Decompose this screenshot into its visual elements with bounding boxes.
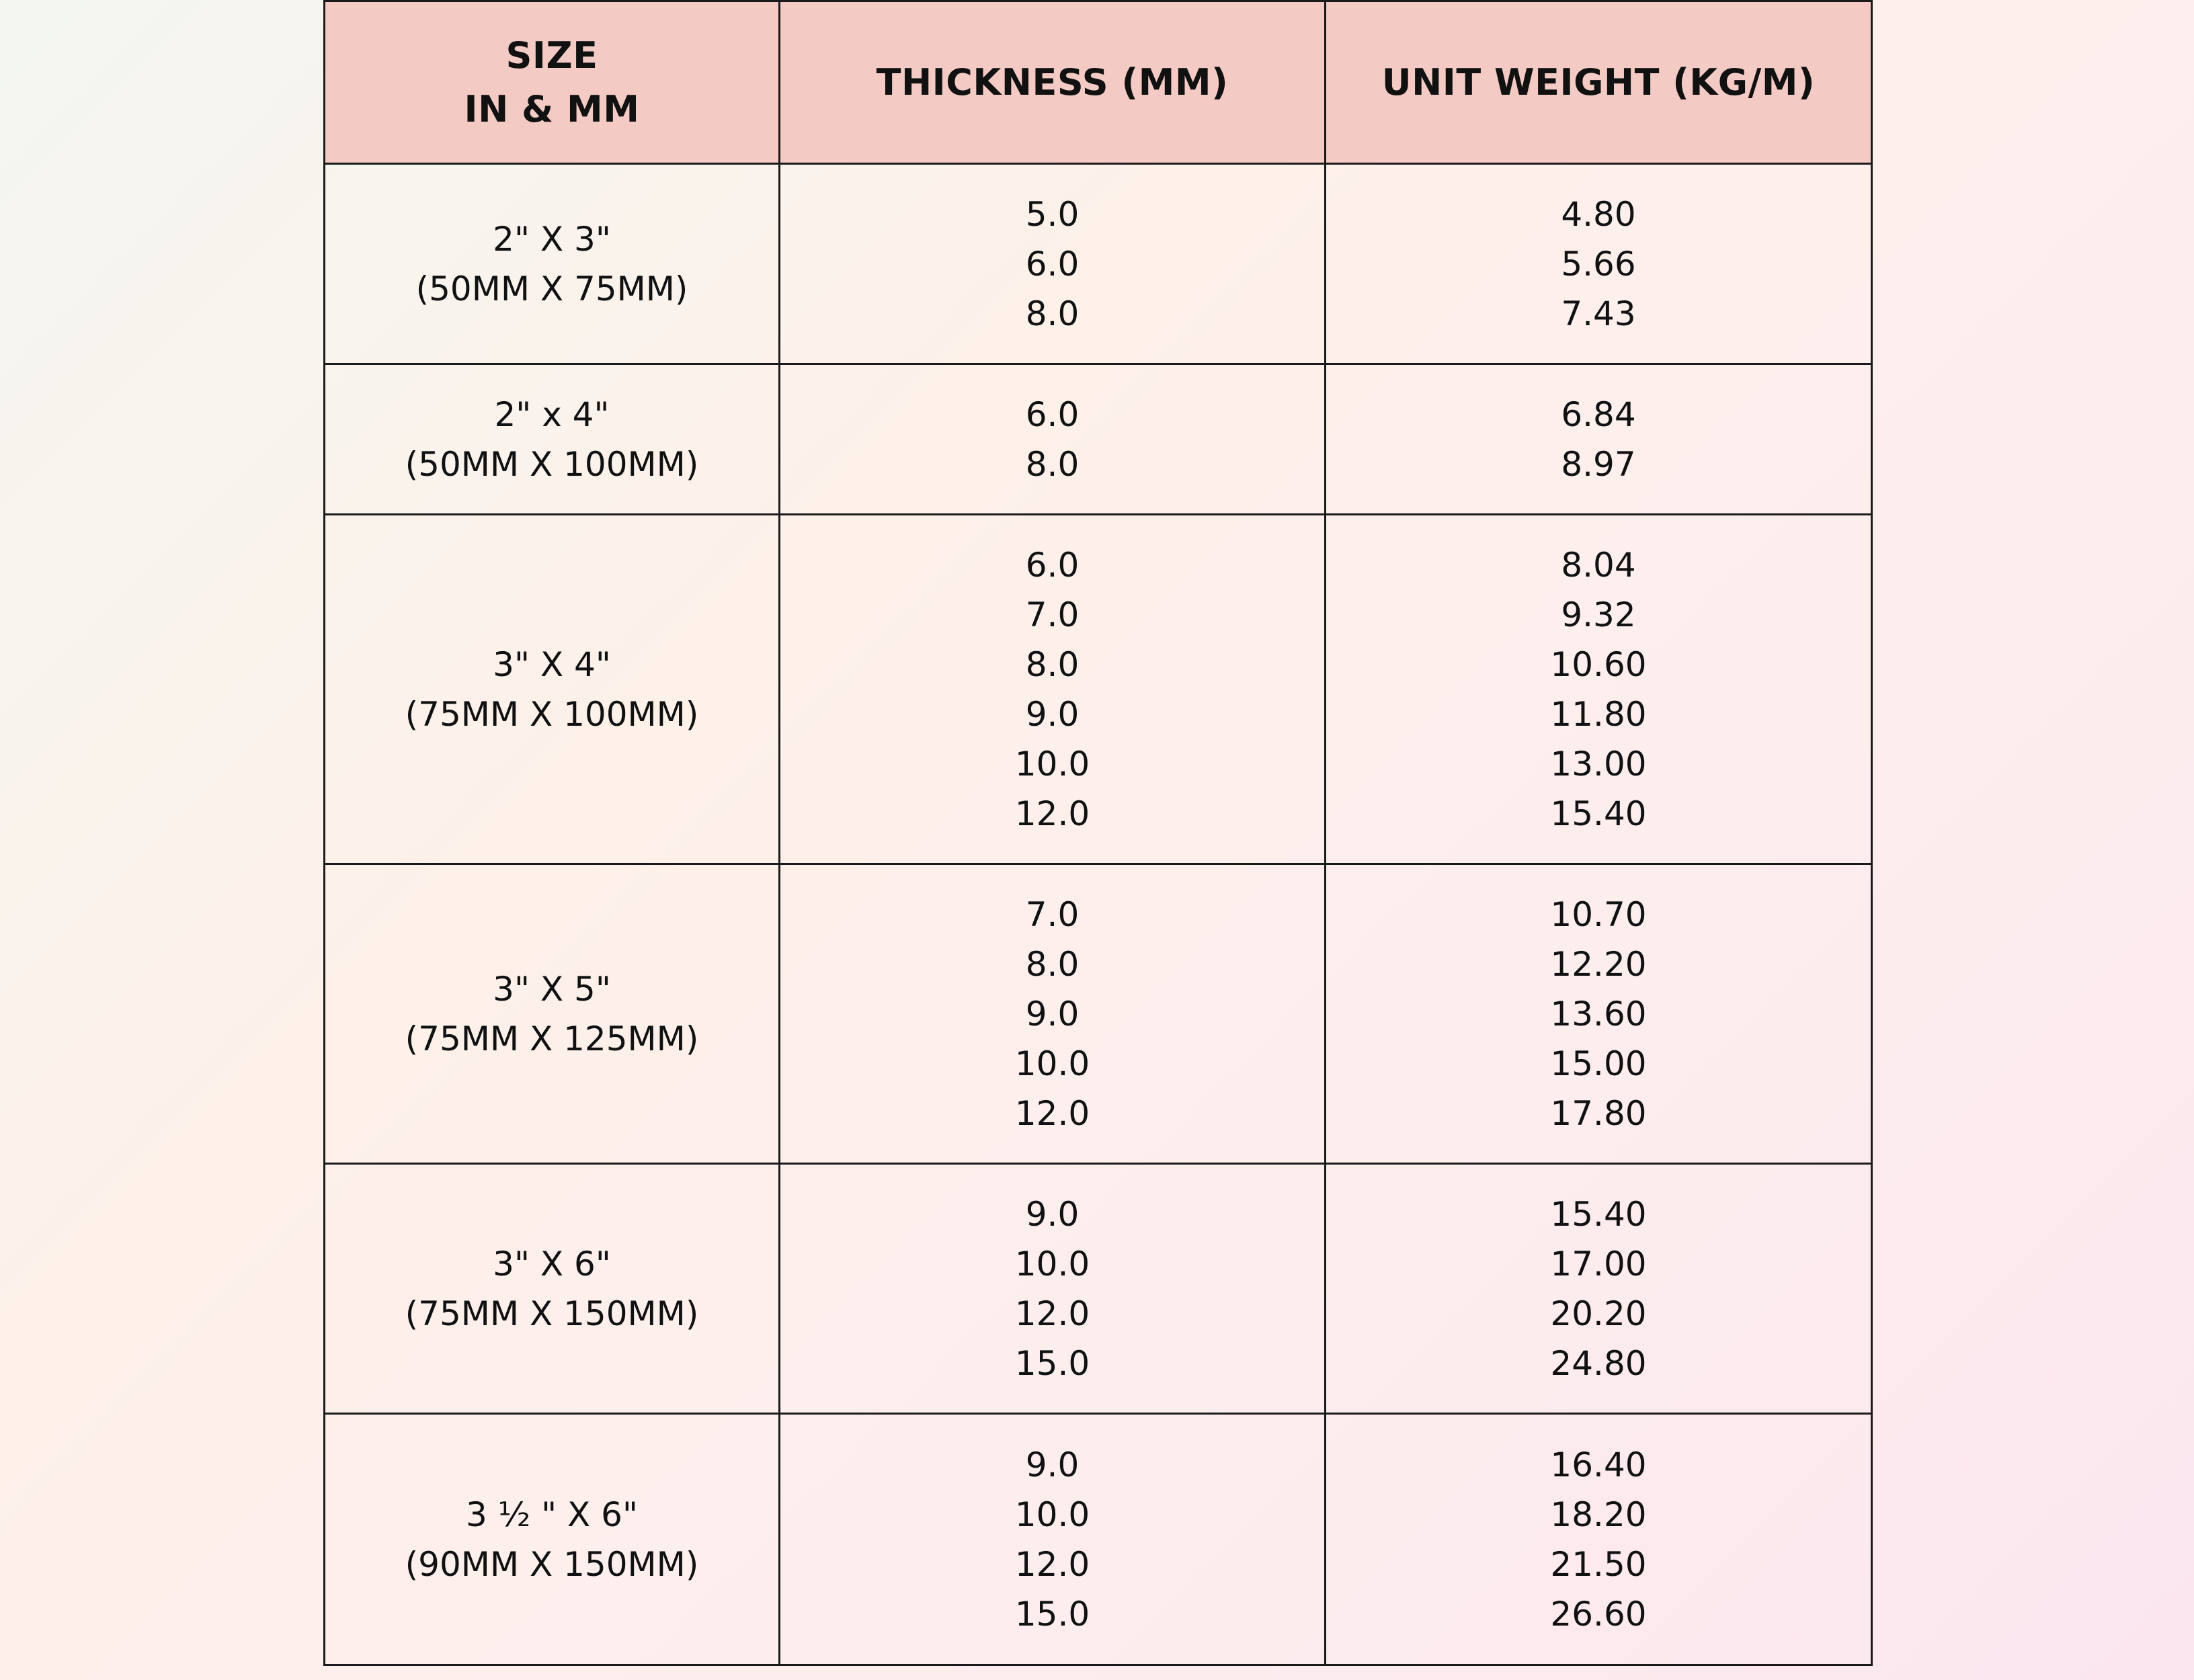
weight-value: 20.20	[1550, 1294, 1647, 1333]
size-cell	[325, 1414, 780, 1665]
weight-value: 8.04	[1561, 545, 1636, 585]
header-row	[325, 1, 1872, 164]
header-size-line1: SIZE	[505, 34, 598, 77]
table-row	[325, 164, 1872, 364]
thickness-value: 8.0	[1025, 444, 1080, 484]
thickness-value: 9.0	[1025, 994, 1080, 1034]
thickness-value: 9.0	[1025, 1194, 1080, 1234]
thickness-value: 12.0	[1014, 794, 1090, 833]
weight-value: 6.84	[1561, 394, 1636, 434]
thickness-cell	[780, 364, 1326, 515]
weight-value: 12.20	[1550, 944, 1647, 984]
thickness-value: 15.0	[1014, 1594, 1090, 1634]
weight-value: 17.80	[1550, 1093, 1647, 1133]
weight-value: 8.97	[1561, 444, 1636, 484]
size-mm: (75MM X 150MM)	[405, 1294, 699, 1333]
thickness-value: 10.0	[1014, 1244, 1090, 1284]
weight-value: 13.60	[1550, 994, 1647, 1034]
header-size	[325, 1, 780, 164]
size-mm: (75MM X 100MM)	[405, 694, 699, 734]
size-cell	[325, 864, 780, 1164]
size-weight-table	[323, 0, 1873, 1666]
thickness-cell	[780, 864, 1326, 1164]
thickness-value: 7.0	[1025, 595, 1080, 634]
size-mm: (75MM X 125MM)	[405, 1019, 699, 1058]
size-mm: (50MM X 100MM)	[405, 444, 699, 484]
size-inches: 2" X 3"	[493, 219, 611, 259]
weight-value: 15.40	[1550, 794, 1647, 833]
weight-value: 9.32	[1561, 595, 1636, 634]
size-cell	[325, 1164, 780, 1414]
size-weight-table-container	[323, 0, 1871, 1664]
size-inches: 3 ½ " X 6"	[466, 1495, 638, 1534]
thickness-value: 10.0	[1014, 744, 1090, 784]
weight-value: 15.40	[1550, 1194, 1647, 1234]
thickness-value: 8.0	[1025, 294, 1080, 333]
thickness-cell	[780, 1164, 1326, 1414]
weight-value: 15.00	[1550, 1044, 1647, 1083]
thickness-value: 9.0	[1025, 694, 1080, 734]
weight-cell	[1326, 164, 1872, 364]
thickness-value: 8.0	[1025, 944, 1080, 984]
thickness-value: 10.0	[1014, 1044, 1090, 1083]
table-row	[325, 864, 1872, 1164]
header-unit-weight: UNIT WEIGHT (KG/M)	[1326, 1, 1872, 164]
weight-cell	[1326, 364, 1872, 515]
size-inches: 3" X 6"	[493, 1244, 611, 1284]
weight-value: 5.66	[1561, 244, 1636, 284]
weight-value: 18.20	[1550, 1495, 1647, 1534]
weight-cell	[1326, 1414, 1872, 1665]
size-cell	[325, 164, 780, 364]
header-thickness: THICKNESS (MM)	[780, 1, 1326, 164]
weight-cell	[1326, 1164, 1872, 1414]
size-cell	[325, 515, 780, 864]
table-row	[325, 364, 1872, 515]
weight-value: 7.43	[1561, 294, 1636, 333]
weight-value: 26.60	[1550, 1594, 1647, 1634]
weight-value: 11.80	[1550, 694, 1647, 734]
thickness-value: 7.0	[1025, 894, 1080, 934]
weight-value: 4.80	[1561, 194, 1636, 234]
thickness-value: 15.0	[1014, 1343, 1090, 1383]
table-row	[325, 1414, 1872, 1665]
weight-value: 24.80	[1550, 1343, 1647, 1383]
thickness-value: 12.0	[1014, 1544, 1090, 1584]
table-row	[325, 1164, 1872, 1414]
thickness-cell	[780, 1414, 1326, 1665]
weight-cell	[1326, 864, 1872, 1164]
size-inches: 3" X 5"	[493, 969, 611, 1009]
weight-value: 17.00	[1550, 1244, 1647, 1284]
thickness-value: 12.0	[1014, 1093, 1090, 1133]
header-size-line2: IN & MM	[464, 87, 640, 130]
thickness-value: 6.0	[1025, 545, 1080, 585]
size-cell	[325, 364, 780, 515]
weight-value: 16.40	[1550, 1445, 1647, 1484]
size-mm: (50MM X 75MM)	[415, 269, 688, 308]
thickness-cell	[780, 515, 1326, 864]
thickness-value: 8.0	[1025, 644, 1080, 684]
thickness-value: 5.0	[1025, 194, 1080, 234]
size-mm: (90MM X 150MM)	[405, 1544, 699, 1584]
thickness-value: 6.0	[1025, 394, 1080, 434]
thickness-value: 6.0	[1025, 244, 1080, 284]
thickness-value: 10.0	[1014, 1495, 1090, 1534]
weight-value: 21.50	[1550, 1544, 1647, 1584]
table-row	[325, 515, 1872, 864]
size-inches: 3" X 4"	[493, 644, 611, 684]
thickness-value: 9.0	[1025, 1445, 1080, 1484]
weight-value: 10.60	[1550, 644, 1647, 684]
weight-value: 10.70	[1550, 894, 1647, 934]
weight-value: 13.00	[1550, 744, 1647, 784]
weight-cell	[1326, 515, 1872, 864]
size-inches: 2" x 4"	[494, 394, 610, 434]
thickness-value: 12.0	[1014, 1294, 1090, 1333]
thickness-cell	[780, 164, 1326, 364]
